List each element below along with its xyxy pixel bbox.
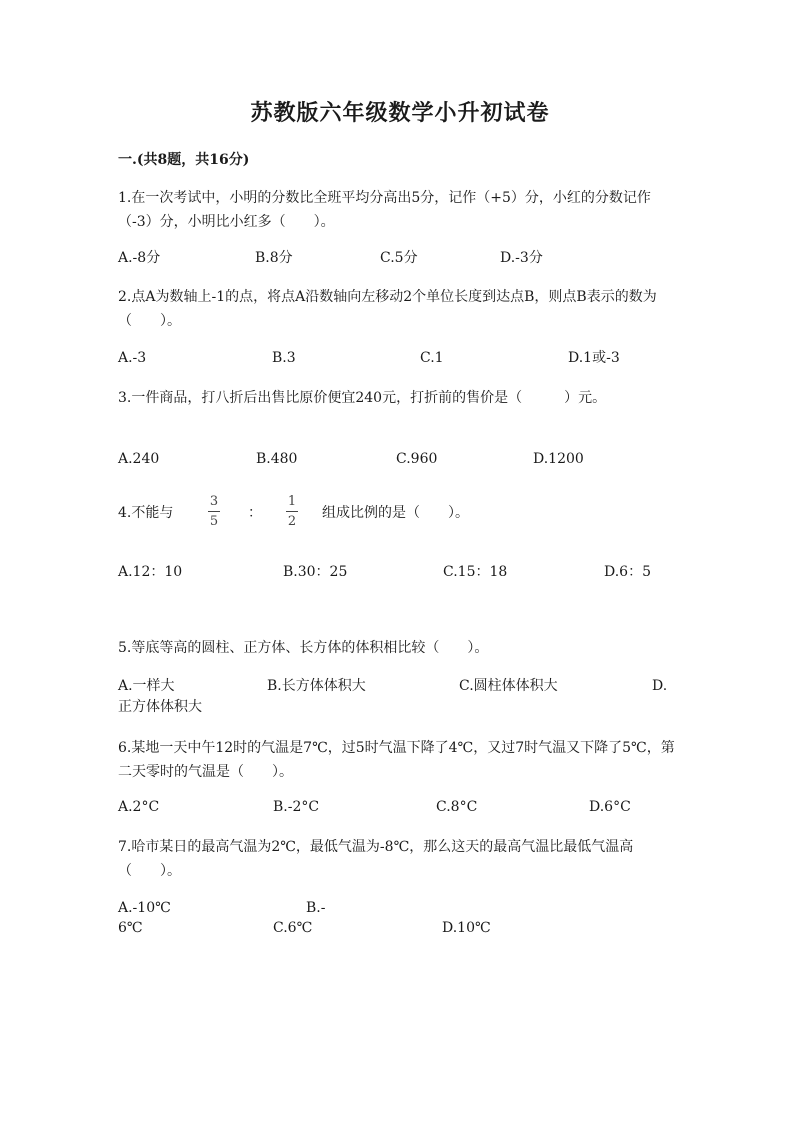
q1-option-c[interactable]: C.5分 <box>380 250 418 266</box>
q4-ratio-colon: ： <box>248 505 262 521</box>
q5-option-d-text[interactable]: 正方体体积大 <box>118 699 202 715</box>
fraction-denominator: 2 <box>287 514 297 529</box>
q5-option-d[interactable]: D. <box>652 678 668 694</box>
q7-option-d[interactable]: D.10℃ <box>442 920 491 936</box>
question-7: 7.哈市某日的最高气温为2℃，最低气温为-8℃，那么这天的最高气温比最低气温高（ ）。 <box>118 839 634 879</box>
fraction-bar <box>286 511 298 512</box>
q7-option-b-value[interactable]: 6℃ <box>118 920 143 936</box>
q1-option-b[interactable]: B.8分 <box>255 250 293 266</box>
q4-prefix: 4.不能与 <box>118 505 174 521</box>
fraction-numerator: 1 <box>287 494 297 509</box>
q4-fraction-1 <box>208 494 220 529</box>
q6-option-d[interactable]: D.6°C <box>589 799 631 815</box>
q1-option-a[interactable]: A.-8分 <box>118 250 161 266</box>
q4-option-b[interactable]: B.30：25 <box>283 564 348 580</box>
q3-option-a[interactable]: A.240 <box>118 451 160 467</box>
q5-option-c[interactable]: C.圆柱体体积大 <box>459 678 558 694</box>
q6-option-a[interactable]: A.2°C <box>118 799 160 815</box>
q7-option-c[interactable]: C.6℃ <box>273 920 313 936</box>
q3-option-c[interactable]: C.960 <box>396 451 438 467</box>
question-2: 2.点A为数轴上-1的点，将点A沿数轴向左移动2个单位长度到达点B，则点B表示的数为（ ）。 <box>118 289 657 329</box>
q6-option-c[interactable]: C.8°C <box>436 799 478 815</box>
q5-option-b[interactable]: B.长方体体积大 <box>267 678 366 694</box>
question-1: 1.在一次考试中，小明的分数比全班平均分高出5分，记作（+5）分，小红的分数记作（-3）分，小明比小红多（ ）。 <box>118 190 651 230</box>
q7-option-a[interactable]: A.-10℃ <box>118 900 171 916</box>
q4-option-c[interactable]: C.15：18 <box>443 564 508 580</box>
page-title: 苏教版六年级数学小升初试卷 <box>250 100 550 126</box>
question-5: 5.等底等高的圆柱、正方体、长方体的体积相比较（ ）。 <box>118 640 489 656</box>
q4-suffix: 组成比例的是（ ）。 <box>322 505 469 521</box>
fraction-bar <box>208 511 220 512</box>
q4-fraction-2 <box>286 494 298 529</box>
q7-option-b[interactable]: B.- <box>306 900 326 916</box>
q4-option-a[interactable]: A.12：10 <box>118 564 183 580</box>
q3-option-b[interactable]: B.480 <box>256 451 298 467</box>
q2-option-d[interactable]: D.1或-3 <box>568 350 620 366</box>
question-3: 3.一件商品，打八折后出售比原价便宜240元，打折前的售价是（ ）元。 <box>118 390 607 406</box>
q5-option-a[interactable]: A.一样大 <box>118 678 175 694</box>
fraction-denominator: 5 <box>209 514 219 529</box>
q2-option-c[interactable]: C.1 <box>420 350 444 366</box>
q2-option-b[interactable]: B.3 <box>272 350 296 366</box>
q4-option-d[interactable]: D.6：5 <box>604 564 651 580</box>
q2-option-a[interactable]: A.-3 <box>118 350 147 366</box>
q6-option-b[interactable]: B.-2°C <box>273 799 320 815</box>
question-6: 6.某地一天中午12时的气温是7℃，过5时气温下降了4℃，又过7时气温又下降了5℃，第二天零时的气温是（ ）。 <box>118 740 675 780</box>
section-heading: 一.(共8题，共16分) <box>118 152 250 168</box>
q3-option-d[interactable]: D.1200 <box>533 451 584 467</box>
q1-option-d[interactable]: D.-3分 <box>500 250 543 266</box>
fraction-numerator: 3 <box>209 494 219 509</box>
